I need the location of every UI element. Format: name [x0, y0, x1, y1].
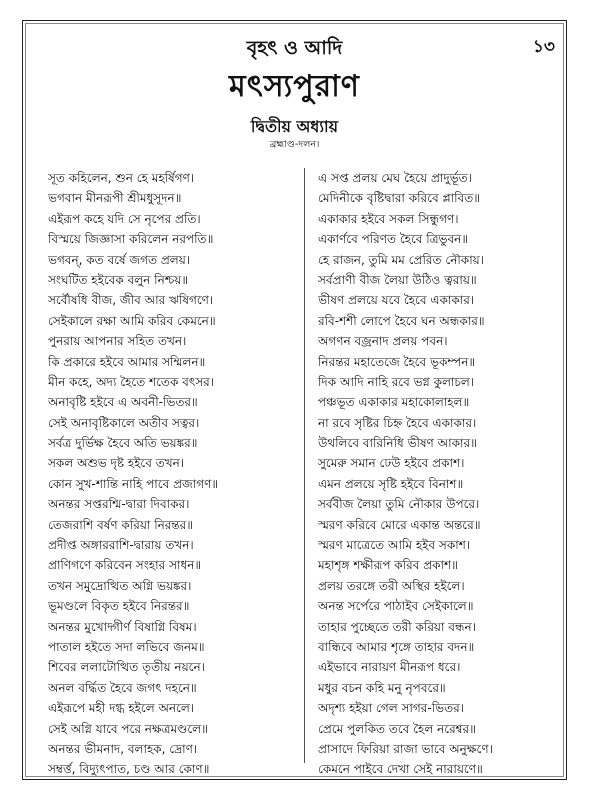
right-verse-column [318, 168, 580, 780]
verse-line: সুমেরু সমান ঢেউ হইবে প্রকাশ। [318, 456, 465, 471]
verse-line: অনন্তর ভীমনাদ, বলাহক, দ্রোণ। [48, 741, 198, 756]
verse-line: সর্বত্র দুর্ভিক্ষ হৈবে অতি ভয়ঙ্কর॥ [48, 436, 198, 451]
verse-line: তখন সমুদ্রোত্থিত অগ্নি ভয়ঙ্কর। [48, 578, 192, 593]
verse-line: মীন কহে, অদ্য হৈতে শতেক বৎসর। [48, 374, 215, 389]
verse-line: অনল বর্দ্ধিত হৈবে জগৎ দহনে॥ [48, 680, 197, 695]
column-divider [304, 168, 305, 763]
verse-line: সংঘটিত হইবেক বলুন নিশ্চয়॥ [48, 272, 189, 287]
verse-line: অনন্ত সর্পেরে পাঠাইব সেইকালে॥ [318, 599, 474, 614]
page-title: মৎস্যপুরাণ [229, 69, 360, 104]
verse-line: শিবের ললাটোত্থিত তৃতীয় নয়নে। [48, 660, 205, 675]
verse-line: প্রদীপ্ত অঙ্গাররাশি-দ্বারায় তখন। [48, 538, 194, 553]
verse-line: কেমনে পাইবে দেখা সেই নারায়ণে॥ [318, 762, 483, 777]
verse-line: ভীষণ প্রলয়ে যবে হৈবে একাকার। [318, 293, 475, 308]
verse-line: সম্বর্ত্ত, বিদ্যুৎপাত, চণ্ড আর কোণ॥ [48, 762, 210, 777]
verse-line: এইভাবে নারায়ণ মীনরূপ ধরে। [318, 660, 461, 675]
chapter-heading: দ্বিতীয় অধ্যায় [250, 117, 339, 136]
verse-line: বান্ধিবে আমার শৃঙ্গে তাহার বদন॥ [318, 639, 475, 654]
verse-line: সেইকালে রক্ষা আমি করিব কেমনে॥ [48, 313, 216, 328]
verse-line: ভগবন্, কত বর্ষে জগত প্রলয়। [48, 252, 191, 267]
verse-line: কোন সুখ-শান্তি নাহি পাবে প্রজাগণ॥ [48, 476, 219, 491]
verse-line: প্রেমে পুলকিত তবে হৈল নরেশ্বর॥ [318, 721, 476, 736]
page-number: ১৩ [532, 37, 555, 57]
verse-line: স্মরণ মাত্রেতে আমি হইব সকাশ। [318, 538, 471, 553]
verse-line: প্রলয় তরঙ্গে তরী অস্থির হইলে। [318, 578, 465, 593]
verse-line: সর্ববীজ লৈয়া তুমি নৌকার উপরে। [318, 497, 480, 512]
verse-line: অনাবৃষ্টি হইবে এ অবনী-ভিতর॥ [48, 395, 198, 410]
verse-line: মধুর বচন কহি মনু নৃপবরে॥ [318, 680, 446, 695]
section-subtitle: ব্রহ্মাণ্ড-দলন। [269, 139, 320, 150]
verse-line: সর্বপ্রাণী বীজ লৈয়া উঠিও ত্বরায়॥ [318, 272, 477, 287]
verse-line: স্মরণ করিবে মোরে একান্ত অন্তরে॥ [318, 517, 481, 532]
verse-line: এইরূপে মহী দগ্ধ হইলে অনলে। [48, 701, 195, 716]
verse-line: দিক আদি নাহি রবে ভগ্ন কুলাচল। [318, 374, 475, 389]
verse-line: ভূমণ্ডলে বিকৃত হইবে নিরন্তর॥ [48, 599, 190, 614]
verse-line: তেজরাশি বর্ষণ করিয়া নিরন্তর॥ [48, 517, 194, 532]
verse-line: সেই অগ্নি যাবে পরে নক্ষত্রমণ্ডলে॥ [48, 721, 208, 736]
verse-line: সকল অশুভ দৃষ্ট হইবে তখন। [48, 456, 185, 471]
verse-line: না রবে সৃষ্টির চিহ্ন হৈবে একাকার। [318, 415, 477, 430]
verse-line: উথলিবে বারিনিধি ভীষণ আকার॥ [318, 436, 477, 451]
verse-line: মেদিনীকে বৃষ্টিদ্বারা করিবে প্লাবিত॥ [318, 191, 481, 206]
verse-line: রবি-শশী লোপে হৈবে ঘন অন্ধকার॥ [318, 313, 485, 328]
verse-line: অনন্তর সপ্তরশ্মি-দ্বারা দিবাকর। [48, 497, 190, 512]
left-verse-column [48, 168, 310, 780]
verse-line: সূত কহিলেন, শুন হে মহর্ষিগণ। [48, 171, 195, 185]
verse-line: সর্বৌষধি বীজ, জীব আর ঋষিগণে। [48, 293, 214, 308]
verse-line: পঞ্চভূত একাকার মহাকোলাহল॥ [318, 395, 470, 410]
verse-line: প্রাণিগণে করিবেন সংহার সাধন॥ [48, 558, 202, 573]
verse-line: এমন প্রলয়ে সৃষ্টি হইবে বিনাশ॥ [318, 476, 464, 491]
verse-line: পাতাল হইতে সদা লভিবে জনম॥ [48, 639, 205, 654]
verse-line: পুনরায় আপনার সহিত তখন। [48, 334, 187, 349]
verse-line: বিস্ময়ে জিজ্ঞাসা করিলেন নরপতি॥ [48, 232, 214, 247]
verse-line: ভগবান মীনরূপী শ্রীমধুসূদন॥ [48, 191, 182, 206]
verse-line: তাহার পুচ্ছেতে তরী করিয়া বন্ধন। [318, 619, 476, 634]
pre-title: বৃহৎ ও আদি [246, 37, 343, 59]
verse-line: প্রাসাদে ফিরিয়া রাজা ভাবে অনুক্ষণে। [318, 741, 493, 756]
verse-line: এ সপ্ত প্রলয় মেঘ হৈয়ে প্রাদুর্ভূত। [318, 171, 472, 185]
verse-line: অগণন বজ্রনাদ প্রলয় পবন। [318, 334, 448, 349]
verse-line: হে রাজন, তুমি মম প্রেরিত নৌকায়। [318, 252, 485, 267]
verse-line: কি প্রকারে হইবে আমার সম্মিলন॥ [48, 354, 206, 369]
verse-line: একার্ণবে পরিণত হৈবে ত্রিভুবন॥ [318, 232, 469, 247]
verse-line: একাকার হইবে সকল সিন্ধুগণ। [318, 211, 459, 226]
verse-line: সেই অনাবৃষ্টিকালে অতীব সত্বর। [48, 415, 200, 430]
verse-line: নিরন্তর মহাতেজে হৈবে ভূকম্পন॥ [318, 354, 476, 369]
verse-line: এইরূপ কহে যদি সে নৃপের প্রতি। [48, 211, 201, 226]
verse-line: মহাশৃঙ্গ শক্ষীরূপ করিব প্রকাশ॥ [318, 558, 458, 573]
verse-line: অদৃশ্য হইয়া গেল সাগর-ভিতর। [318, 701, 464, 716]
verse-line: অনন্তর মুখোদ্গীর্ণ বিষাগ্নি বিষম। [48, 619, 197, 634]
